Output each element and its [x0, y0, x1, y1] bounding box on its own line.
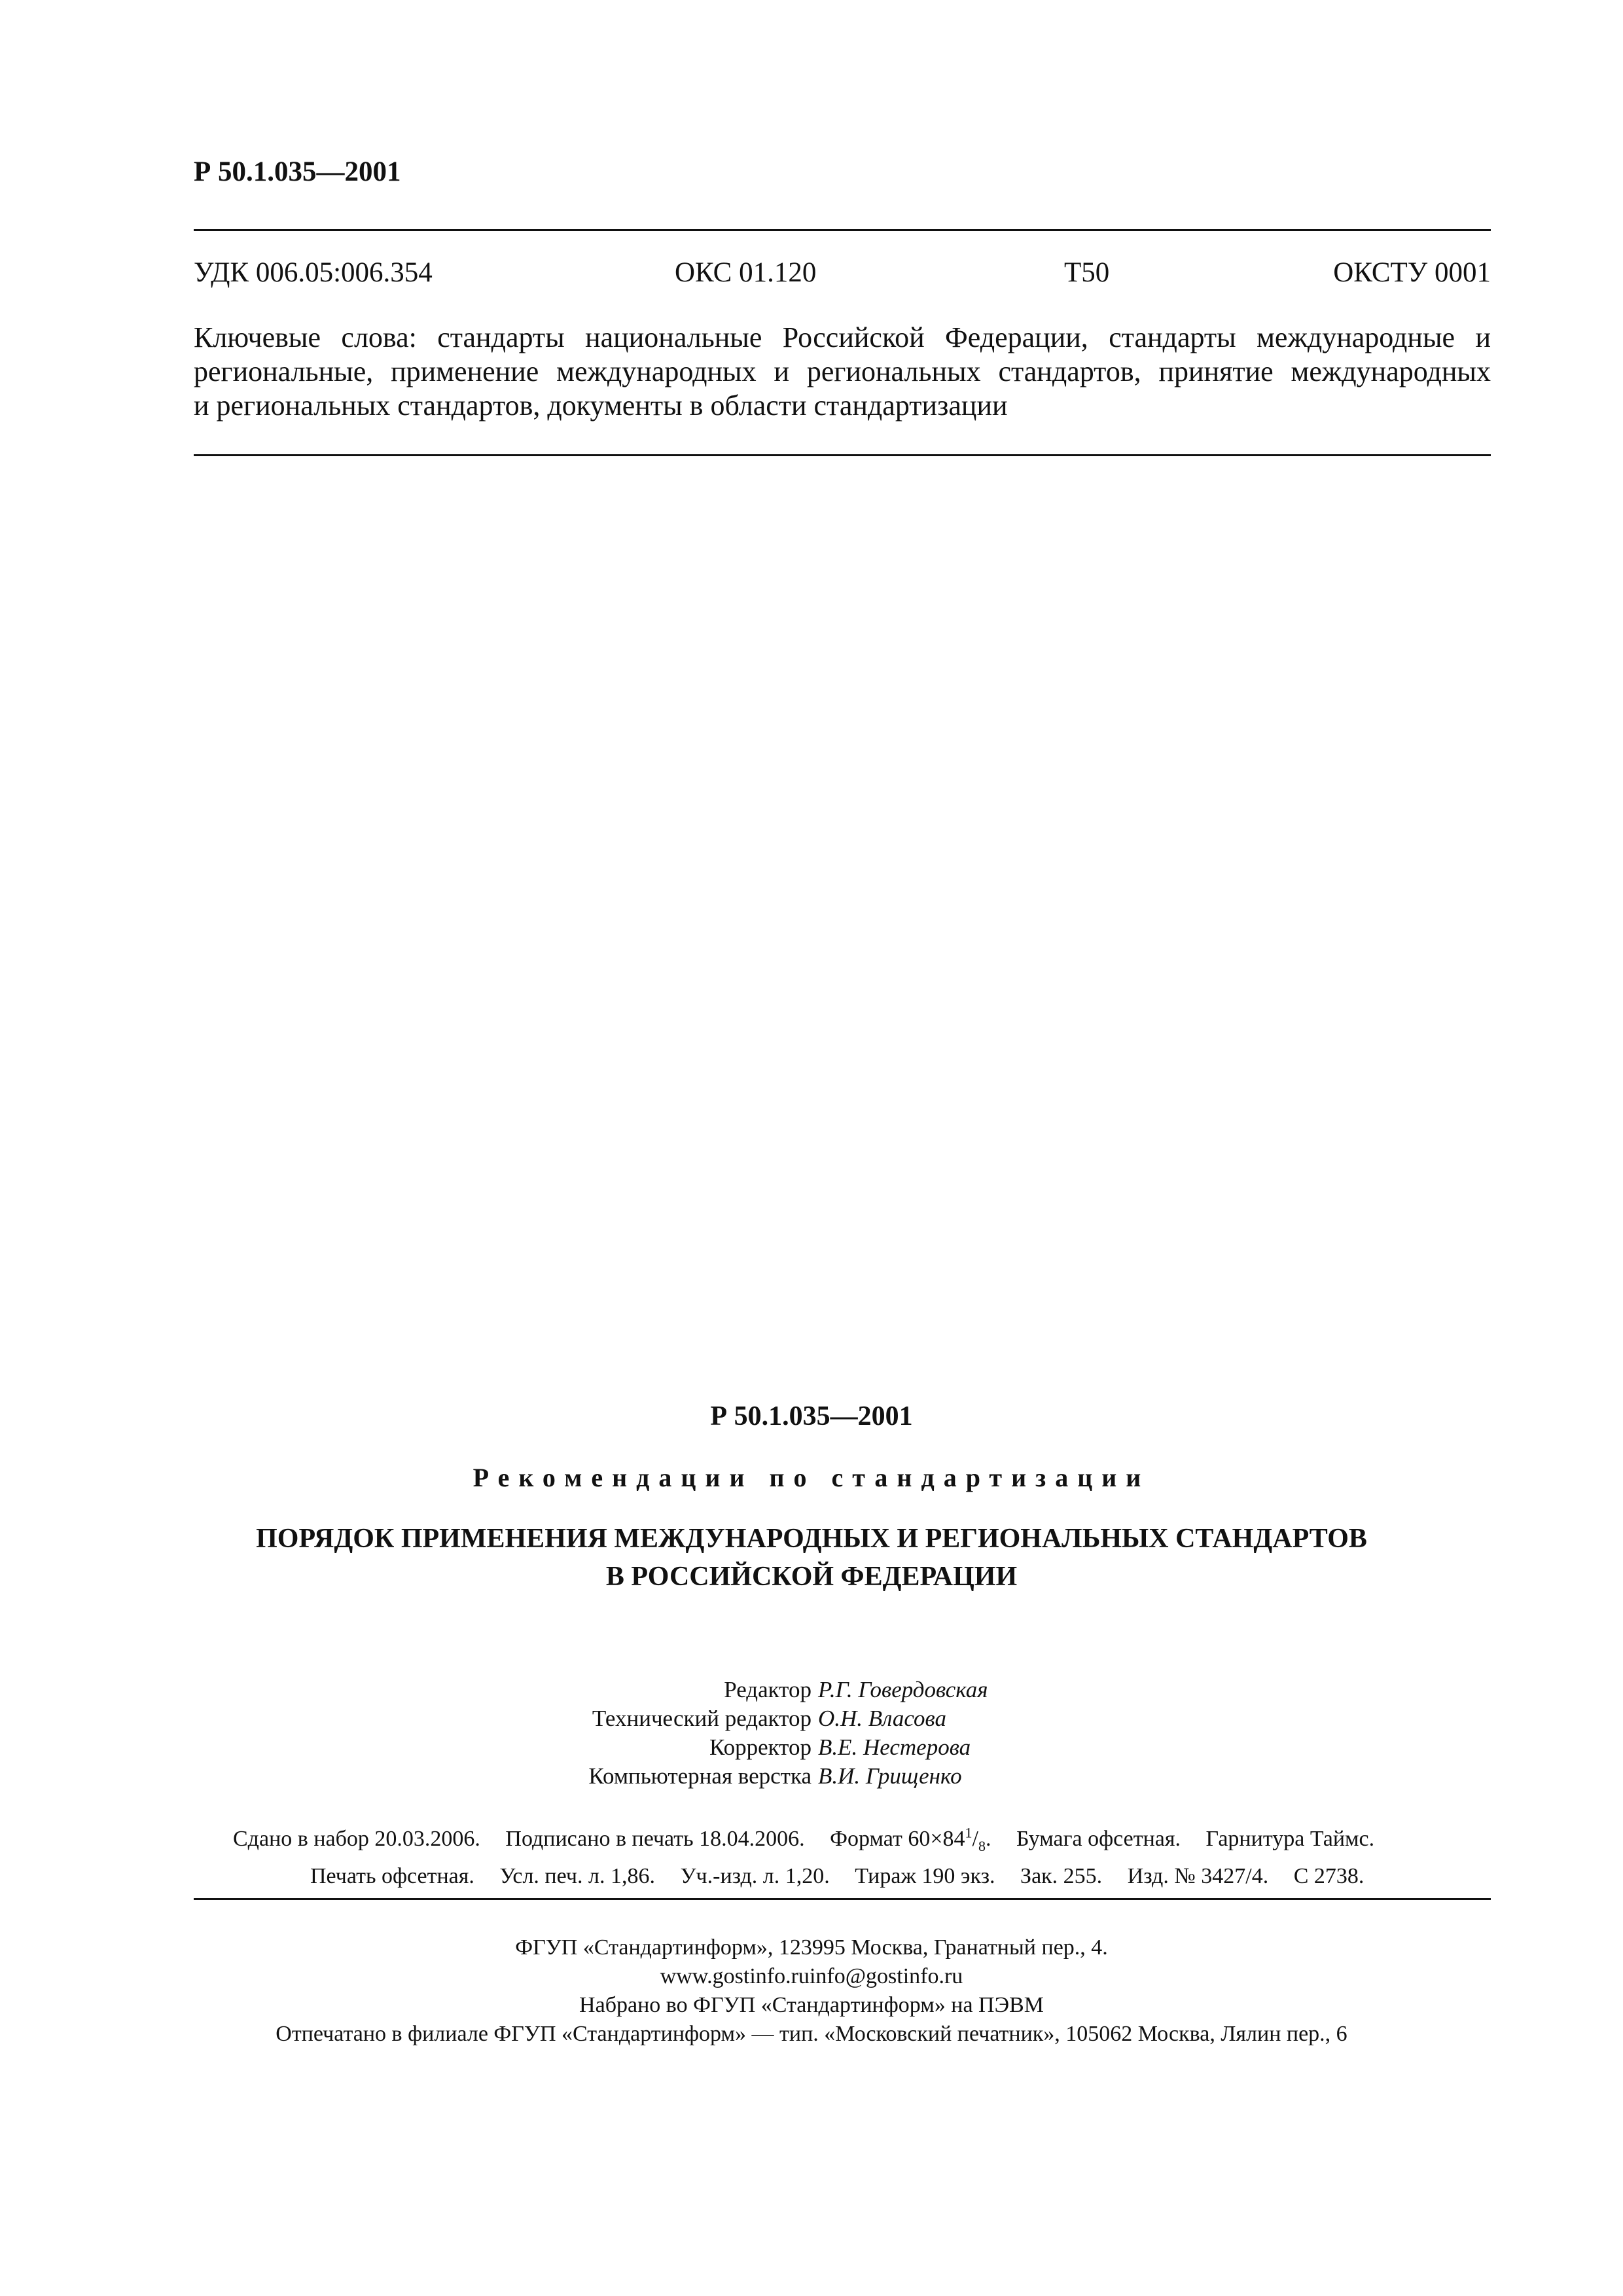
- keywords-line: региональные, применение международных и региональных стандартов, принятие международных: [194, 355, 1491, 387]
- staff-row: [0, 1762, 1623, 1791]
- keywords-paragraph: [194, 321, 1491, 423]
- publisher-info: [0, 1933, 1623, 2049]
- font-type: Гарнитура Таймс.: [1205, 1827, 1375, 1852]
- publisher-contacts: [0, 1962, 1623, 1991]
- staff-row: [0, 1676, 1623, 1704]
- print-data: [194, 1818, 1491, 1892]
- oks-code: ОКС 01.120: [675, 257, 817, 288]
- staff-row: [0, 1733, 1623, 1762]
- staff-name: О.Н. Власова: [818, 1706, 946, 1731]
- publisher-address: ФГУП «Стандартинформ», 123995 Москва, Гранатный пер., 4.: [515, 1935, 1108, 1960]
- print-data-line: [194, 1861, 1491, 1892]
- staff-row: [0, 1704, 1623, 1733]
- series-title: Рекомендации по стандартизации: [473, 1463, 1150, 1492]
- imprint-divider: [194, 1898, 1491, 1900]
- print-type: Печать офсетная.: [310, 1864, 474, 1889]
- classification-row: [194, 257, 1491, 296]
- email-link[interactable]: info@gostinfo.ru: [809, 1964, 963, 1988]
- paper-type: Бумага офсетная.: [1016, 1827, 1181, 1852]
- staff-name: Р.Г. Говердовская: [818, 1677, 988, 1702]
- title-line: ПОРЯДОК ПРИМЕНЕНИЯ МЕЖДУНАРОДНЫХ И РЕГИОНАЛЬНЫХ СТАНДАРТОВ: [256, 1524, 1367, 1554]
- submitted-date: Сдано в набор 20.03.2006.: [233, 1827, 480, 1852]
- print-run: Тираж 190 экз.: [855, 1864, 995, 1889]
- staff-role: Компьютерная верстка: [588, 1763, 812, 1789]
- imprint-code: Р 50.1.035—2001: [710, 1401, 913, 1431]
- c-number: С 2738.: [1293, 1864, 1364, 1889]
- signed-date: Подписано в печать 18.04.2006.: [505, 1827, 805, 1852]
- t-code: Т50: [1064, 257, 1110, 288]
- keywords-line: и региональных стандартов, документы в области стандартизации: [194, 389, 1008, 422]
- format-value: Формат $60\times 84^1/_8$.: [830, 1825, 991, 1855]
- keywords-line: Ключевые слова: стандарты национальные Российской Федерации, стандарты международные и: [194, 321, 1491, 353]
- title-line: В РОССИЙСКОЙ ФЕДЕРАЦИИ: [605, 1562, 1018, 1592]
- staff-role: Корректор: [709, 1734, 812, 1760]
- print-data-line: [194, 1818, 1491, 1861]
- typeset-note: Набрано во ФГУП «Стандартинформ» на ПЭВМ: [579, 1993, 1044, 2017]
- udk-code: УДК 006.05:006.354: [194, 257, 433, 288]
- keywords-divider: [194, 454, 1491, 456]
- website-link[interactable]: www.gostinfo.ru: [660, 1964, 810, 1988]
- edition-number: Изд. № 3427/4.: [1127, 1864, 1269, 1889]
- okstu-code: ОКСТУ 0001: [1333, 257, 1491, 288]
- staff-name: В.И. Грищенко: [818, 1763, 962, 1789]
- staff-role: Технический редактор: [592, 1706, 812, 1731]
- edit-sheets: Уч.-изд. л. 1,20.: [680, 1864, 830, 1889]
- order-number: Зак. 255.: [1020, 1864, 1103, 1889]
- document-code: Р 50.1.035—2001: [194, 156, 401, 187]
- staff-list: [0, 1676, 1623, 1791]
- print-sheets: Усл. печ. л. 1,86.: [499, 1864, 655, 1889]
- printed-note: Отпечатано в филиале ФГУП «Стандартинформ» — тип. «Московский печатник», 105062 Москва, Лялин пер., 6: [276, 2022, 1347, 2046]
- document-title: [0, 1520, 1623, 1596]
- staff-name: В.Е. Нестерова: [818, 1734, 971, 1760]
- top-divider: [194, 229, 1491, 231]
- staff-role: Редактор: [724, 1677, 812, 1702]
